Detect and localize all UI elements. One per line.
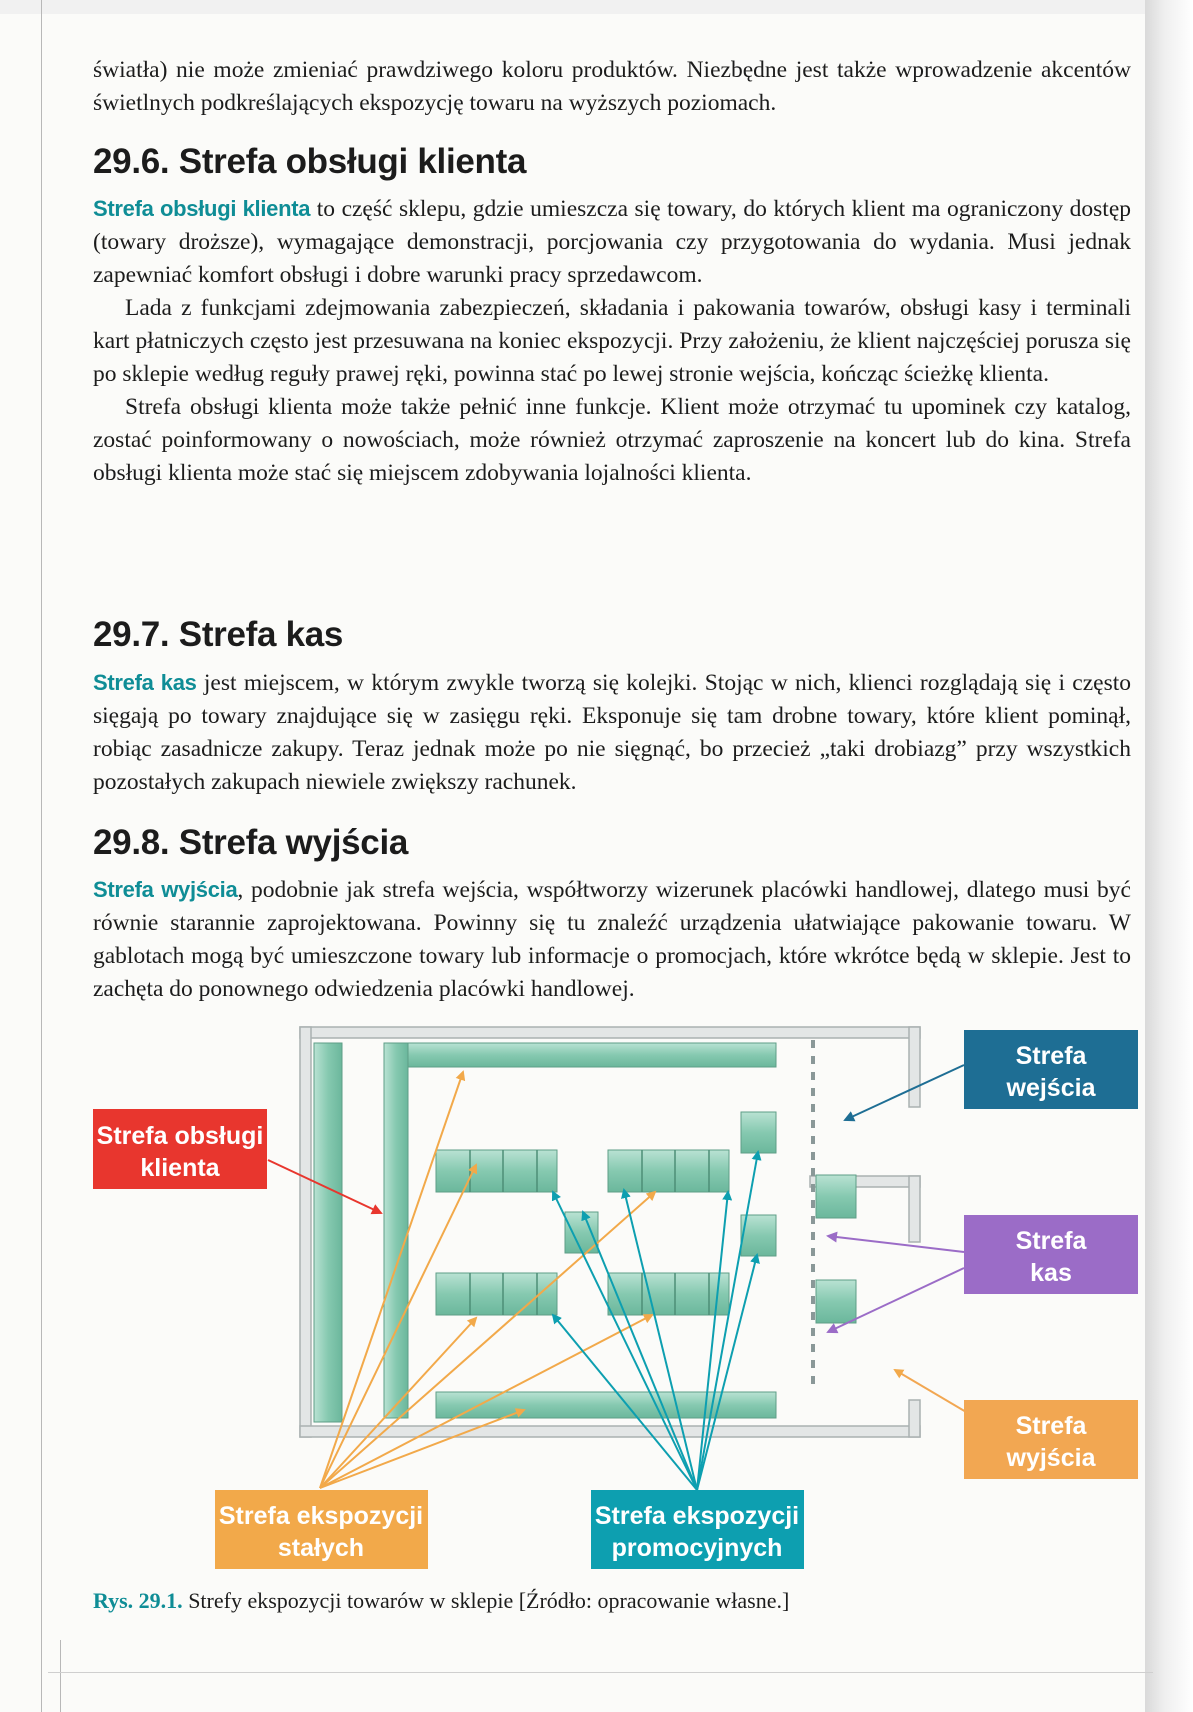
label-exit-zone xyxy=(964,1400,1138,1479)
promo-display-arrows xyxy=(553,1152,758,1490)
label-fixed-display-zone xyxy=(215,1490,428,1569)
figure-caption xyxy=(93,1588,789,1614)
label-text: Strefa xyxy=(1015,1412,1087,1440)
entrance-wall-side xyxy=(909,1027,920,1107)
wall-shelf-bottom xyxy=(436,1392,776,1418)
paragraph-text: , podobnie jak strefa wejścia, współtworzy wizerunek placówki handlowej, dlatego musi być równie starannie zaprojektowana. Powinny się tu znaleźć urządzenia ułatwiające pakowanie towaru. W gablotach mogą być umieszczone towary lub informacje o promocjach, które wkrótce będą w sklepie. Jest to zachęta do ponownego odwiedzenia placówki handlowej. xyxy=(93,877,1131,1002)
label-text: Strefa ekspozycji xyxy=(594,1502,800,1530)
term-highlight: Strefa kas xyxy=(93,670,197,695)
exit-wall-side xyxy=(909,1400,920,1437)
shelving-units xyxy=(314,1043,856,1422)
checkout-wall-side xyxy=(909,1176,920,1242)
wall-shelf-left xyxy=(384,1043,408,1418)
service-counter xyxy=(314,1043,342,1422)
label-promo-display-zone xyxy=(591,1490,804,1569)
label-text: klienta xyxy=(140,1154,220,1182)
section-heading: 29.8. Strefa wyjścia xyxy=(93,823,409,862)
caption-label: Rys. 29.1. xyxy=(93,1588,183,1613)
label-service-zone xyxy=(93,1109,267,1189)
wall-shelf-top xyxy=(384,1043,776,1067)
promo-stand xyxy=(741,1112,776,1153)
checkout-counter xyxy=(816,1280,856,1323)
caption-text: Strefy ekspozycji towarów w sklepie [Źródło: opracowanie własne.] xyxy=(182,1588,790,1613)
gondola-shelf xyxy=(608,1150,729,1192)
paragraph-text: to część sklepu, gdzie umieszcza się towary, do których klient ma ograniczony dostęp (towary droższe), wymagające demonstracji, porcjowania czy przygotowania do wydania. Musi jednak zapewniać komfort obsługi i dobre warunki pracy sprzedawcom. xyxy=(93,196,1131,288)
label-entrance-zone xyxy=(964,1030,1138,1109)
label-text: Strefa xyxy=(1015,1042,1087,1070)
paragraph: Lada z funkcjami zdejmowania zabezpieczeń, składania i pakowania towarów, obsługi kasy i terminali kart płatniczych często jest przesuwana na koniec ekspozycji. Przy założeniu, że klient najczęściej porusza się po sklepie według reguły prawej ręki, powinna stać po lewej stronie wejścia, kończąc ścieżkę klienta. xyxy=(93,295,1131,387)
label-text: promocyjnych xyxy=(611,1534,783,1562)
label-text: Strefa ekspozycji xyxy=(218,1502,424,1530)
label-text: Strefa xyxy=(1015,1227,1087,1255)
checkout-counter xyxy=(816,1175,856,1218)
term-highlight: Strefa obsługi klienta xyxy=(93,196,311,221)
paragraph: Strefa obsługi klienta może także pełnić inne funkcje. Klient może otrzymać tu upominek czy katalog, zostać poinformowany o nowościach, może również otrzymać zaproszenie na koncert lub do kina. Strefa obsługi klienta może stać się miejscem zdobywania lojalności klienta. xyxy=(93,394,1131,486)
left-wall xyxy=(300,1027,311,1437)
label-text: stałych xyxy=(277,1534,365,1562)
paragraph-text: jest miejscem, w którym zwykle tworzą się kolejki. Stojąc w nich, klienci rozglądają się i często sięgają po towary znajdujące się w zasięgu ręki. Eksponuje się tam drobne towary, które klient pominął, robiąc zasadnicze zakupy. Teraz jednak może po nie sięgnąć, bo przecież „taki drobiazg” przy wszystkich pozostałych zakupach niewiele zwiększy rachunek. xyxy=(93,670,1131,795)
label-text: kas xyxy=(1030,1259,1072,1287)
bottom-wall xyxy=(300,1426,920,1437)
gondola-shelf xyxy=(608,1273,729,1315)
label-text: wyjścia xyxy=(1006,1444,1096,1472)
entrance-zone-arrow xyxy=(845,1065,964,1120)
paragraph-text: światła) nie może zmieniać prawdziwego koloru produktów. Niezbędne jest także wprowadzenie akcentów świetlnych podkreślających ekspozycję towaru na wyższych poziomach. xyxy=(93,57,1131,116)
top-wall xyxy=(300,1027,920,1038)
section-heading: 29.6. Strefa obsługi klienta xyxy=(93,142,527,181)
label-text: Strefa obsługi xyxy=(96,1122,264,1150)
section-heading: 29.7. Strefa kas xyxy=(93,615,344,654)
term-highlight: Strefa wyjścia xyxy=(93,877,238,902)
label-text: wejścia xyxy=(1006,1074,1096,1102)
label-checkout-zone xyxy=(964,1215,1138,1294)
gondola-shelf xyxy=(436,1150,557,1192)
